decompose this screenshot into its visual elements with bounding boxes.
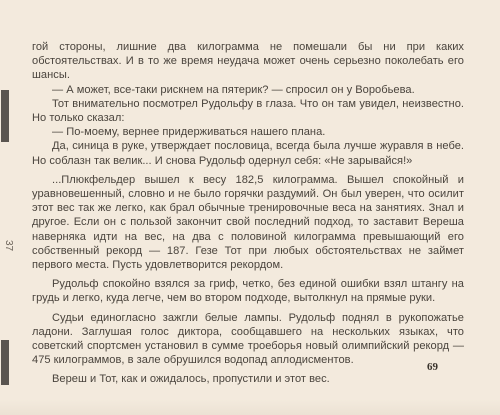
paragraph-continuation: гой стороны, лишние два килограмма не помешали бы ни при каких обстоятельствах. И в то же время неудача может очень серьезно поколебать его шансы. (32, 41, 464, 82)
page-bottom-edge (0, 400, 500, 415)
paragraph-dialogue-question: — А может, все-таки рискнем на пятерик? — спросил он у Воробьева. (52, 83, 415, 96)
paragraph-lift-attempt: ...Плюкфельдер вышел к весу 182,5 килограмма. Вышел спокойный и уравновешенный, словно и не было горячки раздумий. Он был уверен, что осилит этот вес так же легко, как брал обычные тренировочные веса на занятиях. Знал и другое. Если он с пользой закончит свой последний подход, то заставит Вереша наверняка идти на вес, на два с половиной килограмма превышающий его собственный рекорд — 187. Гезе Тот при любых обстоятельствах не займет первого места. Пусть удовлетворится рекордом. (32, 173, 464, 272)
body-text (32, 40, 464, 387)
paragraph-final: Вереш и Тот, как и ожидалось, пропустили и этот вес. (52, 373, 330, 386)
paragraph-proverb: Да, синица в руке, утверждает пословица, всегда была лучше журавля в небе. Но соблазн так велик... И снова Рудольф одернул себя: «Не зарывайся!» (32, 140, 464, 167)
paragraph-dialogue-answer: — По-моему, вернее придерживаться нашего плана. (52, 126, 326, 139)
page-number: 69 (427, 361, 438, 373)
paragraph-judges: Судьи единогласно зажгли белые лампы. Рудольф поднял в рукопожатье ладони. Заглушая голос диктора, сообщавшего на нескольких языках, что советский спортсмен установил в сумме троеборья новый олимпийский рекорд — 475 килограммов, в зале обрушился водопад аплодисментов. (32, 311, 464, 367)
paragraph-lift: Рудольф спокойно взялся за гриф, четко, без единой ошибки взял штангу на грудь и легко, куда легче, чем во втором подходе, вытолкнул на прямые руки. (32, 278, 464, 305)
margin-marker-bottom (1, 340, 9, 385)
paragraph-look: Тот внимательно посмотрел Рудольфу в глаза. Что он там увидел, неизвестно. Но только сказал: (32, 97, 464, 125)
margin-number: 37 (3, 240, 14, 252)
margin-marker-top (1, 90, 9, 142)
